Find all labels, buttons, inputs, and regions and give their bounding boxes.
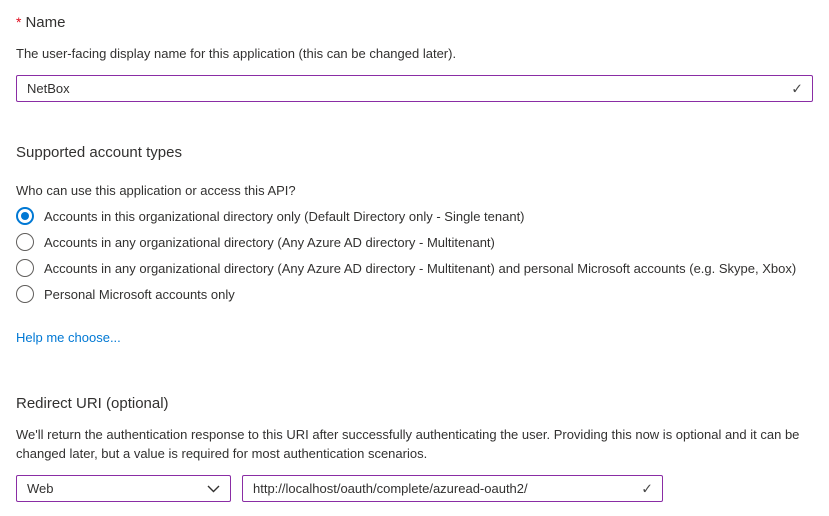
redirect-uri-title: Redirect URI (optional)	[16, 395, 169, 412]
name-input-wrap	[16, 75, 813, 102]
account-types-radio-group	[16, 203, 813, 307]
account-type-label: Accounts in any organizational directory (Any Azure AD directory - Multitenant)	[44, 234, 495, 250]
required-asterisk: *	[16, 14, 22, 30]
account-types-question: Who can use this application or access this API?	[16, 183, 296, 198]
radio-button-icon[interactable]	[16, 285, 34, 303]
redirect-uri-description: We'll return the authentication response to this URI after successfully authenticating the user. Providing this now is optional and it can be changed later, but a value is required for most authentication scenarios.	[16, 427, 800, 461]
name-section-title	[16, 12, 813, 33]
help-me-choose-link[interactable]: Help me choose...	[16, 330, 121, 345]
account-type-option-personal-only[interactable]	[16, 281, 813, 307]
account-type-label: Personal Microsoft accounts only	[44, 286, 235, 302]
platform-select[interactable]	[16, 475, 231, 502]
name-description: The user-facing display name for this application (this can be changed later).	[16, 46, 457, 61]
account-type-label: Accounts in this organizational directory only (Default Directory only - Single tenant)	[44, 208, 525, 224]
platform-select-value: Web	[27, 481, 54, 496]
account-type-option-single-tenant[interactable]	[16, 203, 813, 229]
account-type-option-multitenant-personal[interactable]	[16, 255, 813, 281]
account-types-title: Supported account types	[16, 144, 182, 161]
radio-button-icon[interactable]	[16, 259, 34, 277]
name-title-text: Name	[25, 14, 66, 31]
redirect-uri-row	[16, 475, 813, 502]
name-input[interactable]	[16, 75, 813, 102]
redirect-uri-input[interactable]	[242, 475, 663, 502]
radio-button-icon[interactable]	[16, 233, 34, 251]
valid-check-icon: ✓	[641, 480, 653, 496]
chevron-down-icon	[207, 484, 220, 493]
valid-check-icon: ✓	[791, 80, 803, 96]
account-type-option-multitenant[interactable]	[16, 229, 813, 255]
account-type-label: Accounts in any organizational directory (Any Azure AD directory - Multitenant) and personal Microsoft accounts (e.g. Skype, Xbox)	[44, 260, 797, 276]
uri-input-wrap	[242, 475, 663, 502]
radio-button-icon[interactable]	[16, 207, 34, 225]
